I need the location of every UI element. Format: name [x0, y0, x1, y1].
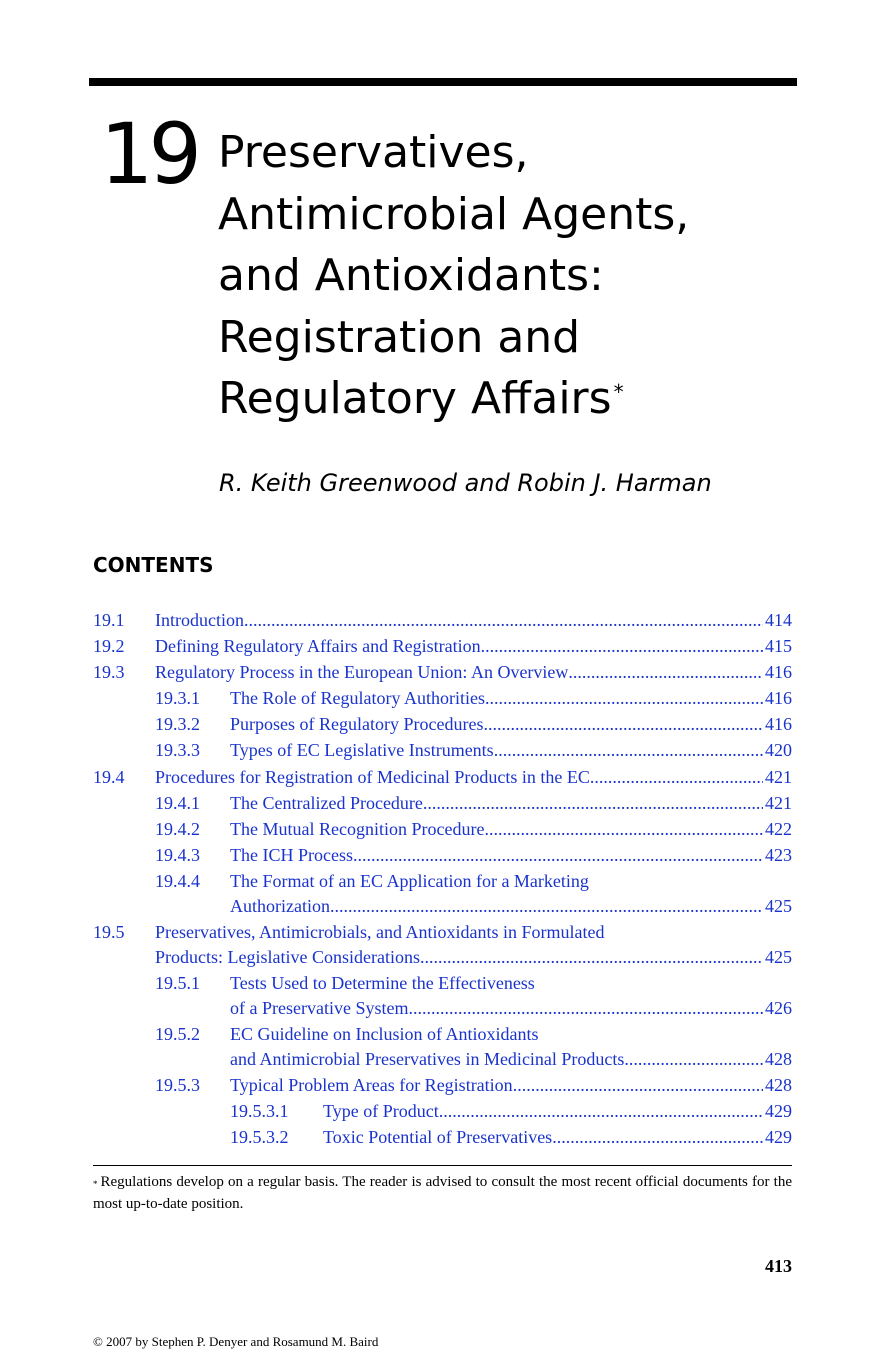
toc-entry-number: 19.3.1 — [155, 688, 200, 708]
toc-entry-number: 19.3.3 — [155, 740, 200, 760]
toc-entry-page: 416 — [765, 662, 792, 682]
toc-entry-link[interactable] — [230, 686, 792, 710]
toc-leader-dots — [244, 608, 763, 632]
chapter-title-line: Regulatory Affairs — [218, 373, 612, 424]
toc-entry-number: 19.5 — [93, 922, 125, 942]
toc-entry-title: The Centralized Procedure — [230, 793, 423, 813]
toc-entry-title: The Mutual Recognition Procedure — [230, 819, 485, 839]
toc-entry-page: 420 — [765, 740, 792, 760]
toc-entry-title: Types of EC Legislative Instruments — [230, 740, 494, 760]
page-number: 413 — [765, 1256, 792, 1276]
toc-entry-number: 19.3 — [93, 662, 125, 682]
toc-entry-link[interactable] — [230, 791, 792, 815]
toc-entry-number: 19.5.3.2 — [230, 1127, 289, 1147]
toc-entry-title-cont: of a Preservative System — [230, 998, 409, 1018]
toc-entry-link[interactable] — [230, 712, 792, 736]
copyright-notice: © 2007 by Stephen P. Denyer and Rosamund M. Baird — [93, 1334, 379, 1349]
footnote-rule — [93, 1165, 792, 1166]
toc-entry-title[interactable]: Tests Used to Determine the Effectiveness — [230, 973, 535, 993]
toc-entry-page: 416 — [765, 688, 792, 708]
toc-entry-page: 425 — [765, 947, 792, 967]
footnote-marker: * — [93, 1179, 98, 1189]
toc-leader-dots — [568, 660, 763, 684]
toc-entry-title-cont: and Antimicrobial Preservatives in Medicinal Products — [230, 1049, 625, 1069]
toc-entry-page: 429 — [765, 1127, 792, 1147]
toc-entry-page: 425 — [765, 896, 792, 916]
toc-entry-title: Purposes of Regulatory Procedures — [230, 714, 484, 734]
toc-entry-number: 19.4.1 — [155, 793, 200, 813]
toc-entry-link[interactable] — [155, 765, 792, 789]
toc-leader-dots — [590, 765, 763, 789]
toc-entry-link[interactable] — [155, 660, 792, 684]
toc-entry-title: Regulatory Process in the European Union: An Overview — [155, 662, 569, 682]
footnote-marker-link[interactable]: * — [613, 380, 624, 404]
footnote-text: Regulations develop on a regular basis. The reader is advised to consult the most recent official documents for the most up-to-date position. — [93, 1174, 792, 1212]
toc-leader-dots — [624, 1047, 763, 1071]
toc-entry-title: Procedures for Registration of Medicinal Products in the EC — [155, 767, 590, 787]
contents-heading: CONTENTS — [93, 553, 214, 577]
toc-leader-dots — [330, 894, 763, 918]
toc-entry-number: 19.4.2 — [155, 819, 200, 839]
toc-leader-dots — [513, 1073, 763, 1097]
toc-entry-page: 415 — [765, 636, 792, 656]
toc-entry-link[interactable] — [323, 1099, 792, 1123]
toc-leader-dots — [483, 712, 763, 736]
toc-entry-number: 19.1 — [93, 610, 125, 630]
toc-entry-link[interactable] — [230, 894, 792, 918]
toc-entry-page: 428 — [765, 1075, 792, 1095]
toc-entry-number: 19.5.1 — [155, 973, 200, 993]
toc-entry-link[interactable] — [230, 1047, 792, 1071]
toc-leader-dots — [481, 634, 763, 658]
toc-entry-link[interactable] — [155, 945, 792, 969]
toc-entry-title[interactable]: Preservatives, Antimicrobials, and Antioxidants in Formulated — [155, 922, 605, 942]
toc-entry-page: 423 — [765, 845, 792, 865]
chapter-title-line: Preservatives, — [218, 127, 529, 178]
toc-entry-title: Introduction — [155, 610, 244, 630]
toc-entry-link[interactable] — [230, 1073, 792, 1097]
toc-leader-dots — [552, 1125, 763, 1149]
toc-entry-page: 416 — [765, 714, 792, 734]
footnote — [93, 1171, 792, 1215]
toc-entry-number: 19.5.3.1 — [230, 1101, 289, 1121]
toc-entry-link[interactable] — [230, 843, 792, 867]
toc-entry-title: The Role of Regulatory Authorities — [230, 688, 485, 708]
toc-entry-number: 19.5.2 — [155, 1024, 200, 1044]
chapter-title-line: Registration and — [218, 311, 581, 363]
toc-entry-link[interactable] — [230, 996, 792, 1020]
toc-entry-title: The ICH Process — [230, 845, 353, 865]
toc-entry-link[interactable] — [230, 817, 792, 841]
toc-entry-link[interactable] — [155, 634, 792, 658]
toc-entry-title-cont: Authorization — [230, 896, 330, 916]
toc-entry-number: 19.3.2 — [155, 714, 200, 734]
toc-leader-dots — [439, 1099, 763, 1123]
toc-entry-number: 19.4.4 — [155, 871, 200, 891]
toc-entry-page: 428 — [765, 1049, 792, 1069]
chapter-number: 19 — [100, 105, 197, 203]
toc-entry-page: 426 — [765, 998, 792, 1018]
chapter-title-line: and Antioxidants: — [218, 250, 604, 301]
toc-entry-title[interactable]: The Format of an EC Application for a Marketing — [230, 871, 589, 891]
toc-entry-title: Typical Problem Areas for Registration — [230, 1075, 513, 1095]
toc-leader-dots — [423, 791, 763, 815]
toc-entry-title[interactable]: EC Guideline on Inclusion of Antioxidants — [230, 1024, 539, 1044]
toc-entry-title: Toxic Potential of Preservatives — [323, 1127, 553, 1147]
toc-entry-link[interactable] — [323, 1125, 792, 1149]
toc-entry-title-cont: Products: Legislative Considerations — [155, 947, 420, 967]
toc-leader-dots — [484, 817, 763, 841]
toc-entry-page: 422 — [765, 819, 792, 839]
toc-entry-number: 19.5.3 — [155, 1075, 200, 1095]
toc-entry-number: 19.2 — [93, 636, 125, 656]
toc-entry-number: 19.4.3 — [155, 845, 200, 865]
toc-entry-title: Type of Product — [323, 1101, 439, 1121]
toc-leader-dots — [420, 945, 763, 969]
toc-entry-page: 414 — [765, 610, 792, 630]
chapter-title-line: Antimicrobial Agents, — [218, 188, 690, 240]
toc-leader-dots — [353, 843, 763, 867]
chapter-authors: R. Keith Greenwood and Robin J. Harman — [219, 469, 712, 497]
toc-entry-page: 421 — [765, 767, 792, 787]
toc-leader-dots — [408, 996, 763, 1020]
toc-leader-dots — [494, 738, 763, 762]
toc-entry-page: 429 — [765, 1101, 792, 1121]
toc-entry-link[interactable] — [155, 608, 792, 632]
toc-entry-title: Defining Regulatory Affairs and Registration — [155, 636, 481, 656]
toc-entry-link[interactable] — [230, 738, 792, 762]
toc-leader-dots — [485, 686, 763, 710]
toc-entry-number: 19.4 — [93, 767, 125, 787]
toc-entry-page: 421 — [765, 793, 792, 813]
